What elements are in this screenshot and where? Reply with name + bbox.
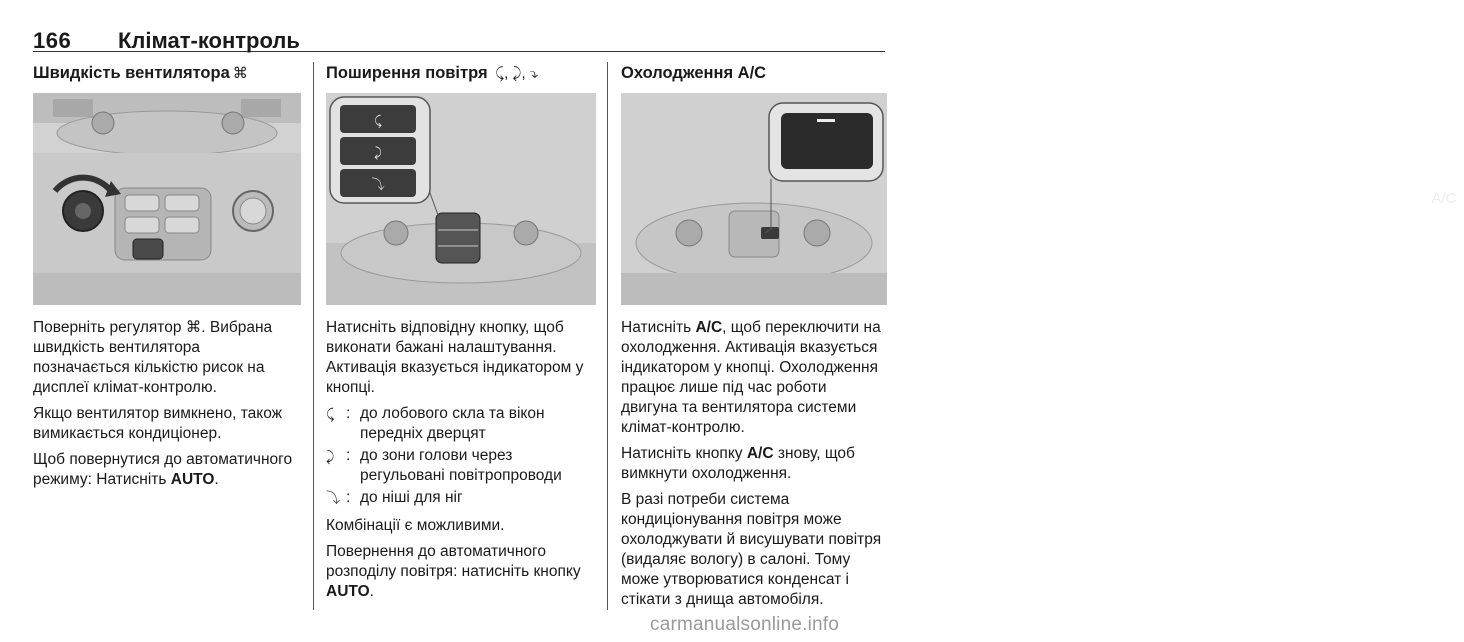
ac-paragraph-2: Натисніть кнопку A/C знову, щоб вимкнути охолодження.: [621, 445, 855, 482]
column-divider-2: [607, 62, 608, 610]
auto-button-label: AUTO: [170, 471, 215, 488]
column-divider-1: [313, 62, 314, 610]
fan-speed-figure: [33, 93, 301, 305]
svg-text:⤵: ⤵: [371, 178, 385, 193]
watermark: carmanualsonline.info: [650, 614, 840, 635]
section-heading: Поширення повітря ⤹, ⤸, ⤵: [326, 62, 596, 90]
option-windshield: ⤹ : до лобового скла та вікон передніх дверцят: [326, 405, 545, 442]
windshield-airflow-icon: ⤹: [326, 406, 335, 422]
air-distribution-paragraph-1: Натисніть відповідну кнопку, щоб виконати бажані налаштування. Активація вказується індикатором у кнопці.: [326, 319, 584, 396]
head-airflow-icon: ⤸: [326, 448, 335, 464]
airflow-options-list: [326, 404, 596, 508]
fan-icon: ⌘: [232, 65, 248, 82]
svg-text:⤸: ⤸: [374, 146, 382, 161]
option-head: ⤸ : до зони голови через регульовані повітропроводи: [326, 447, 562, 484]
fan-speed-paragraph-1: Поверніть регулятор ⌘. Вибрана швидкість вентилятора позначається кількістю рисок на дисплеї клімат-контролю.: [33, 319, 273, 396]
page-number: 166: [33, 28, 72, 53]
foot-airflow-icon: ⤵: [326, 490, 340, 506]
ac-button-ref: A/C: [746, 445, 774, 462]
ac-figure: [621, 93, 1457, 305]
air-distribution-figure: [326, 93, 596, 305]
chapter-title: Клімат-контроль: [118, 28, 300, 53]
section-heading: Швидкість вентилятора ⌘: [33, 62, 301, 90]
airflow-icons: ⤹, ⤸, ⤵: [495, 65, 539, 82]
svg-text:⤹: ⤹: [374, 114, 382, 129]
section-ac-cooling: [621, 62, 1457, 616]
ac-paragraph-3: В разі потреби система кондиціонування повітря може охолоджувати й висушувати повітря (видаляє вологу) в салоні. Тому може утворюватися конденсат і стікати з днища автомобіля.: [621, 491, 882, 608]
option-feet: ⤵ : до ніші для ніг: [326, 489, 463, 506]
fan-speed-paragraph-2: Якщо вентилятор вимкнено, також вимикається кондиціонер.: [33, 405, 283, 442]
ac-button-ref: A/C: [695, 319, 723, 336]
air-distribution-paragraph-2: Комбінації є можливими.: [326, 517, 505, 534]
section-fan-speed: [33, 62, 301, 496]
page-header: [33, 22, 885, 52]
section-heading: Охолодження A/C: [621, 64, 767, 82]
air-distribution-paragraph-3: Повернення до автоматичного розподілу повітря: натисніть кнопку AUTO.: [326, 543, 581, 600]
fan-speed-paragraph-3: Щоб повернутися до автоматичного режиму: Натисніть AUTO.: [33, 451, 293, 488]
section-air-distribution: [326, 62, 596, 608]
ac-paragraph-1: Натисніть A/C, щоб переключити на охолодження. Активація вказується індикатором у кнопці. Охолодження працює лише під час роботи двигуна та вентилятора системи клімат-контролю.: [621, 319, 881, 436]
auto-button-label: AUTO: [326, 583, 370, 600]
ac-button-label: A/C: [1431, 190, 1457, 207]
